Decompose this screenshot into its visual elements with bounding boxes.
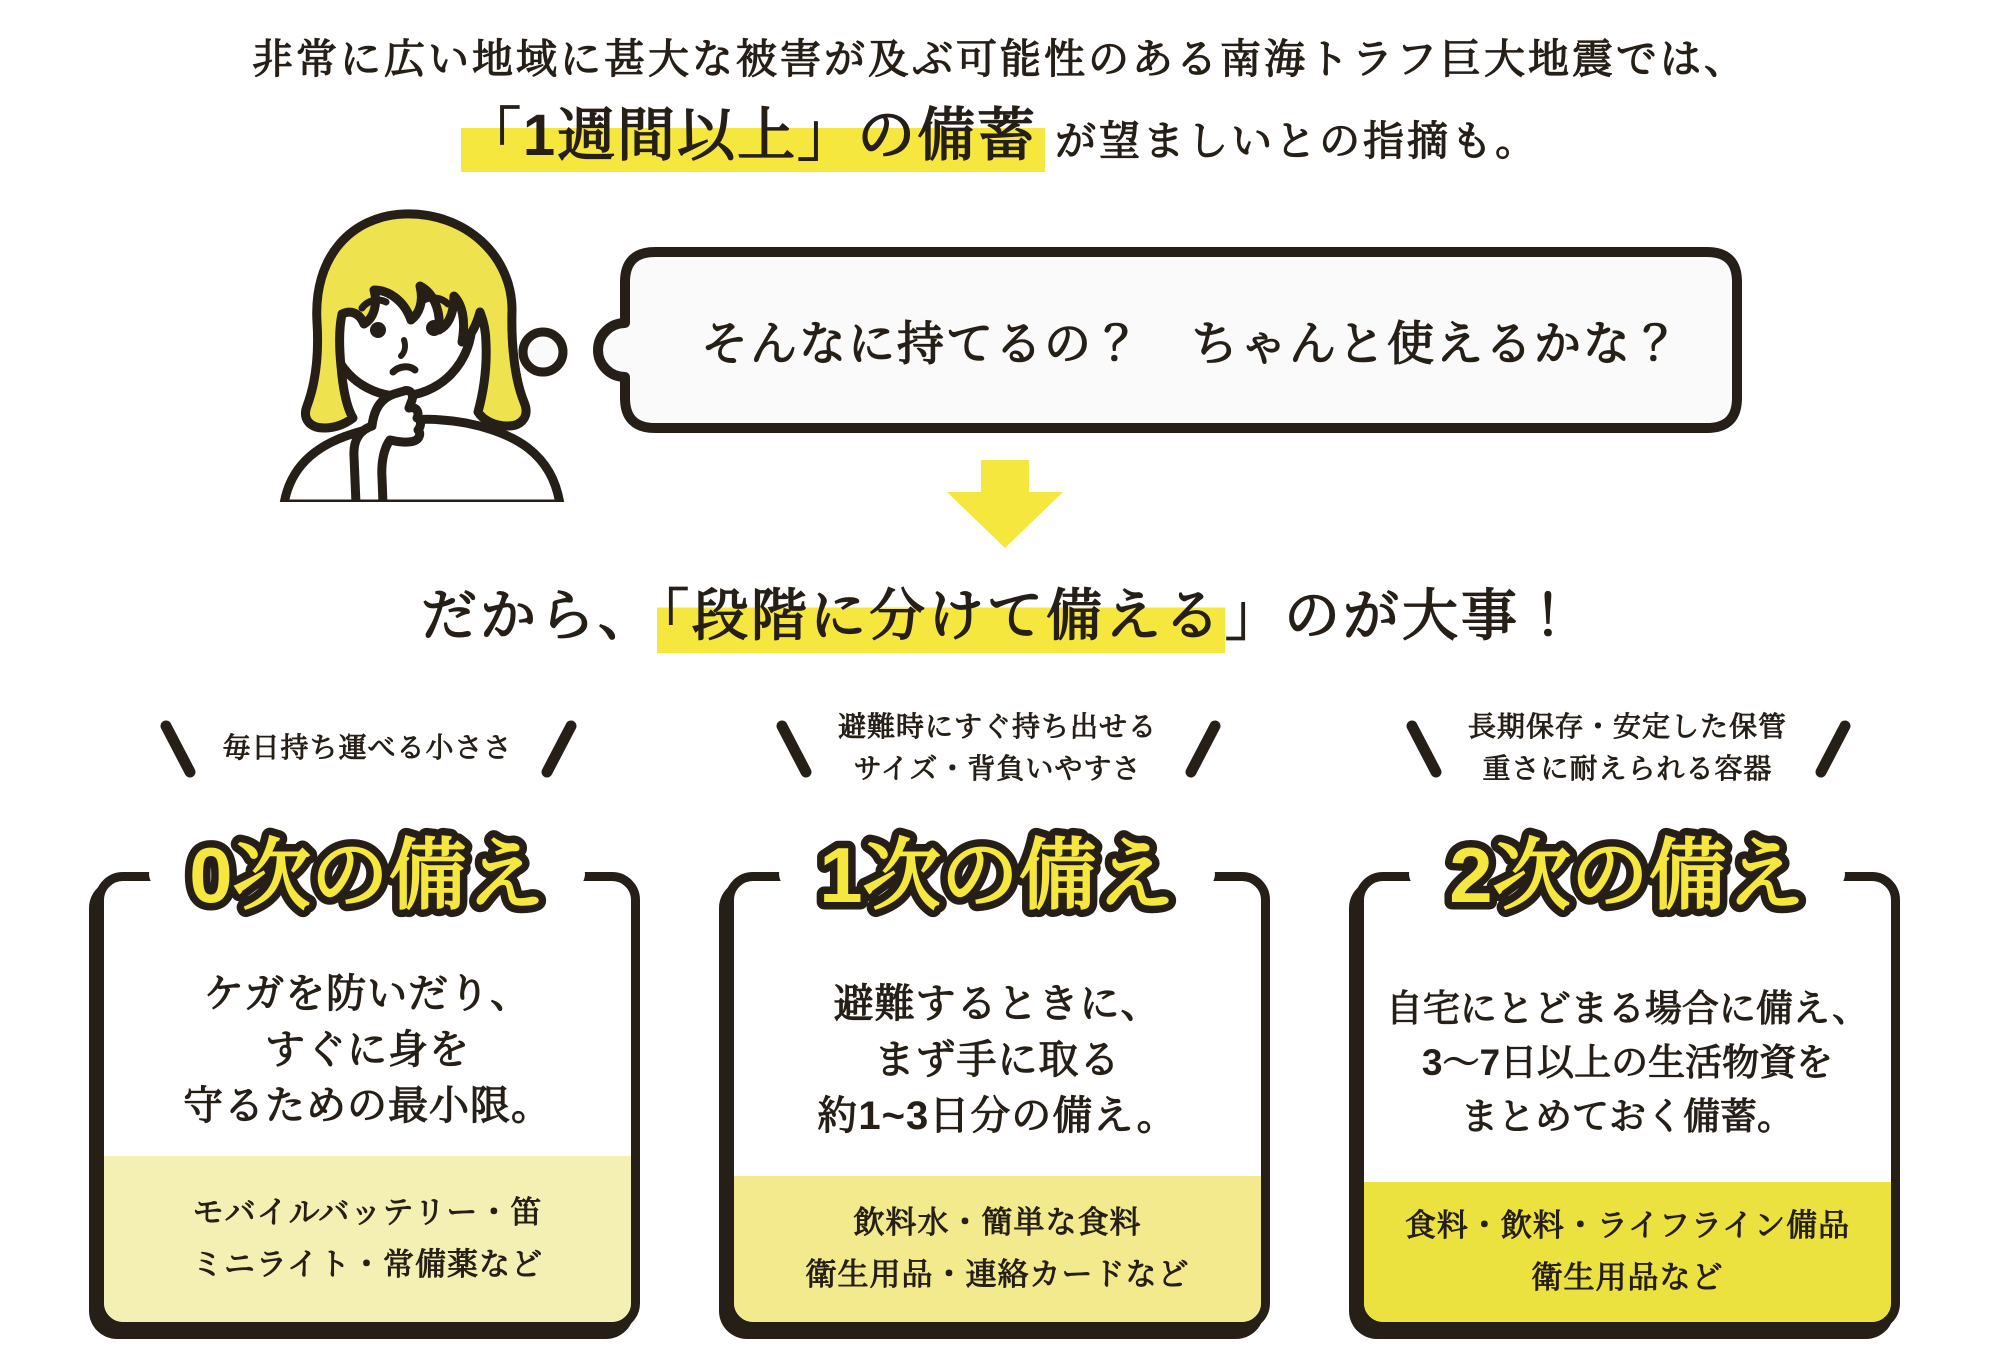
prep-box-1 — [725, 872, 1270, 1331]
prep-box-2 — [1355, 872, 1900, 1331]
speech-bubble-text: そんなに持てるの？ ちゃんと使えるかな？ — [701, 316, 1681, 370]
slash-left-icon — [772, 716, 814, 780]
footer-line: ミニライト・常備薬など — [191, 1247, 544, 1282]
lead-prefix: だから、 — [421, 584, 657, 647]
thought-dot — [523, 332, 563, 372]
body-line: まず手に取る — [874, 1037, 1121, 1082]
body-line: 自宅にとどまる場合に備え、 — [1385, 987, 1870, 1029]
footer-line: 食料・飲料・ライフライン備品 — [1404, 1208, 1851, 1243]
header-highlighted-phrase: 「1週間以上」の備蓄 — [461, 103, 1045, 172]
footer-line: 衛生用品・連絡カードなど — [805, 1257, 1190, 1292]
slash-left-icon — [156, 716, 198, 780]
slash-left-icon — [1402, 716, 1444, 780]
box-title-2 — [1397, 816, 1857, 934]
body-line: 避難するときに、 — [833, 981, 1162, 1026]
lead-highlighted-phrase: 「段階に分けて備える — [657, 584, 1225, 653]
column-label-2 — [1355, 690, 1900, 806]
column-label-text: 毎日持ち運べる小ささ — [222, 732, 513, 763]
box-title-text: 0次の備え — [189, 831, 545, 919]
footer-line: モバイルバッテリー・笛 — [192, 1195, 543, 1230]
box-title-0 — [137, 816, 597, 934]
box-footer-0 — [104, 1156, 631, 1322]
column-label-text: 避難時にすぐ持ち出せる — [837, 711, 1157, 742]
slash-right-icon — [1811, 716, 1853, 780]
box-body-2 — [1364, 943, 1891, 1182]
box-title-text: 2次の備え — [1449, 831, 1805, 919]
column-label-text: サイズ・背負いやすさ — [853, 753, 1142, 784]
right-eye — [426, 320, 442, 336]
slash-right-icon — [537, 716, 579, 780]
header-line2-rest: が望ましいとの指摘も。 — [1055, 118, 1540, 164]
footer-line: 飲料水・簡単な食料 — [853, 1205, 1142, 1240]
lead-heading — [0, 572, 2000, 652]
box-footer-1 — [734, 1176, 1261, 1322]
body-line: ケガを防いだり、 — [203, 971, 532, 1016]
down-arrow-icon — [945, 460, 1065, 548]
header-line2 — [0, 88, 2000, 172]
lead-suffix: 」のが大事！ — [1225, 584, 1579, 647]
outlined-title — [137, 816, 597, 934]
column-label-1 — [725, 690, 1270, 806]
body-line: 守るための最小限。 — [183, 1083, 552, 1128]
left-eye — [370, 322, 386, 338]
box-title-text: 1次の備え — [819, 831, 1175, 919]
body-line: まとめておく備蓄。 — [1461, 1095, 1794, 1137]
box-footer-2 — [1364, 1182, 1891, 1322]
outlined-title — [767, 816, 1227, 934]
column-label-0 — [95, 690, 640, 806]
box-body-1 — [734, 943, 1261, 1176]
body-line: 約1~3日分の備え。 — [817, 1093, 1178, 1138]
body-line: すぐに身を — [265, 1027, 470, 1072]
column-label-text: 長期保存・安定した保管 — [1467, 711, 1787, 742]
column-label-text: 重さに耐えられる容器 — [1482, 753, 1773, 784]
prep-box-0 — [95, 872, 640, 1331]
body-line: 3〜7日以上の生活物資を — [1421, 1041, 1834, 1083]
footer-line: 衛生用品など — [1531, 1260, 1724, 1295]
outlined-title — [1397, 816, 1857, 934]
box-body-0 — [104, 943, 631, 1156]
header-line1: 非常に広い地域に甚大な被害が及ぶ可能性のある南海トラフ巨大地震では、 — [252, 36, 1748, 82]
slash-right-icon — [1181, 716, 1223, 780]
box-title-1 — [767, 816, 1227, 934]
